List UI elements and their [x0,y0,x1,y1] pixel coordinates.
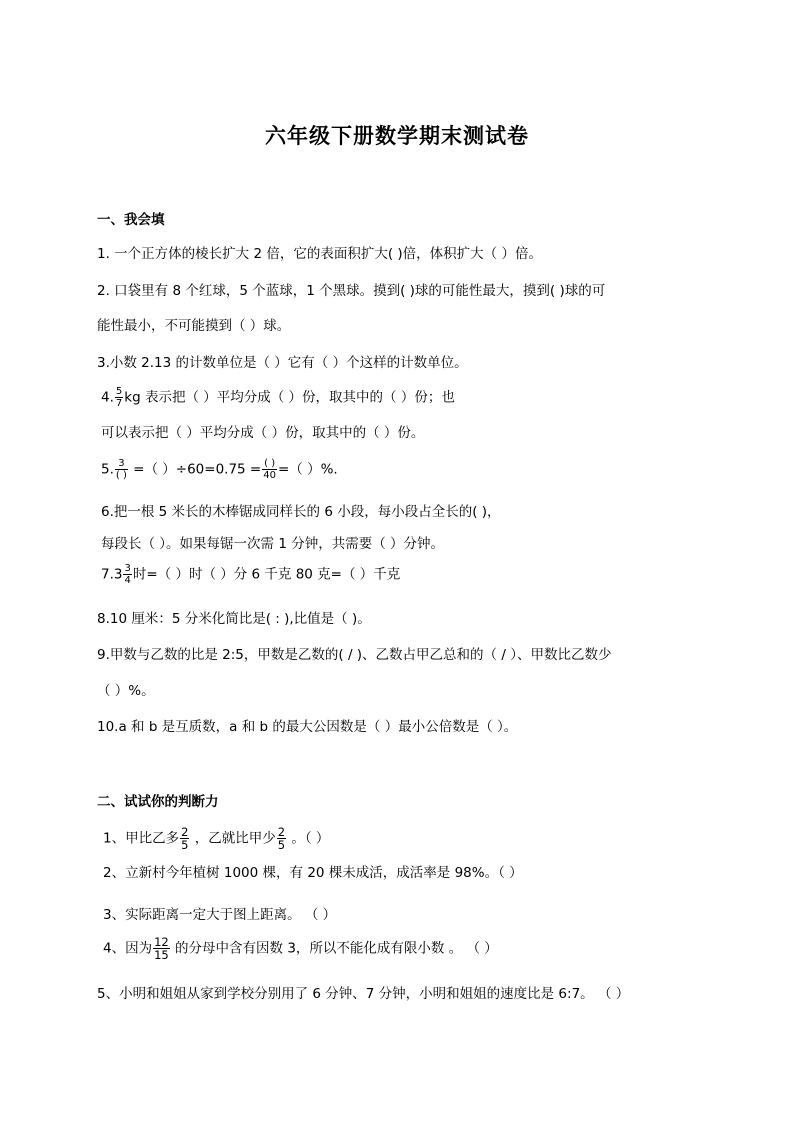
question-4-line-1 [101,386,455,409]
fraction-numerator: 2 [181,825,189,839]
judgement-2: 2、立新村今年植树 1000 棵，有 20 棵未成活，成活率是 98%。（ ） [103,865,523,881]
fraction-numerator: 2 [277,825,286,839]
judgement-4 [103,936,498,961]
fraction-numerator: ( ) [264,458,276,469]
fraction-2-5 [277,826,286,851]
fraction-12-15 [153,936,170,961]
judgement-1-text: 1、甲比乙多 [103,830,180,847]
question-5-prefix: 5. [101,461,114,478]
fraction-numerator: 3 [124,563,131,574]
judgement-4-text-end: 的分母中含有因数 3，所以不能化成有限小数 。 （ ） [170,940,498,957]
question-2-line-2: 能性最小，不可能摸到（ ）球。 [97,318,291,334]
question-7 [101,563,400,586]
judgement-4-text: 4、因为 [103,940,153,957]
question-9-line-1: 9.甲数与乙数的比是 2:5，甲数是乙数的( / )、乙数占甲乙总和的（ / ）、甲数比乙数少 [97,647,612,663]
fraction-denominator: 15 [154,948,169,962]
judgement-1-text-end: 。（ ） [287,830,330,847]
question-9-line-2: （ ）%。 [97,683,155,699]
question-5-text: =（ ）÷60=0.75 = [128,461,262,478]
question-6-line-2: 每段长（ ）。如果每锯一次需 1 分钟，共需要（ ）分钟。 [101,536,445,552]
fraction-denominator: ( ) [115,470,127,481]
question-7-prefix: 7.3 [101,566,123,583]
question-5 [101,458,338,481]
fraction-numerator: 5 [115,386,123,397]
fraction-5-7 [115,386,123,409]
question-8: 8.10 厘米：5 分米化简比是( : ),比值是（ )。 [97,611,371,627]
fraction-denominator: 40 [263,470,276,481]
question-2-line-1: 2. 口袋里有 8 个红球，5 个蓝球，1 个黑球。摸到( )球的可能性最大，摸到( )球的可 [97,283,606,299]
section-heading-fill-in: 一、我会填 [97,212,165,228]
page-title: 六年级下册数学期末测试卷 [265,124,529,148]
fraction-2-5 [180,826,189,851]
question-3: 3.小数 2.13 的计数单位是（ ）它有（ ）个这样的计数单位。 [97,355,468,371]
judgement-5: 5、小明和姐姐从家到学校分别用了 6 分钟、7 分钟，小明和姐姐的速度比是 6:7。 （ ） [97,986,630,1002]
question-1: 1. 一个正方体的棱长扩大 2 倍，它的表面积扩大( )倍，体积扩大（ ）倍。 [97,246,542,262]
judgement-1 [103,826,329,851]
section-heading-judgement: 二、试试你的判断力 [97,794,219,810]
question-4-prefix: 4. [101,389,114,406]
judgement-3: 3、实际距离一定大于图上距离。 （ ） [103,907,337,923]
fraction-denominator: 4 [124,575,131,586]
fraction-numerator: 12 [154,935,169,949]
question-4-text: kg 表示把（ ）平均分成（ ）份，取其中的（ ）份；也 [124,389,455,406]
question-5-text-end: =（ ）%. [277,461,338,478]
fraction-denominator: 5 [277,838,286,852]
judgement-1-text-mid: ，乙就比甲少 [190,830,276,847]
fraction-numerator: 3 [115,458,128,470]
fraction-denominator: 5 [181,838,189,852]
question-4-line-2: 可以表示把（ ）平均分成（ ）份，取其中的（ ）份。 [101,425,425,441]
fraction-denominator: 7 [115,398,123,409]
question-7-text: 时=（ ）时（ ）分 6 千克 80 克=（ ）千克 [132,566,401,583]
fraction-blank-over-40 [262,458,277,481]
fraction-3-over-blank [115,458,128,481]
question-10: 10.a 和 b 是互质数，a 和 b 的最大公因数是（ ）最小公倍数是（ ）。 [97,719,518,735]
fraction-3-4 [123,563,131,586]
question-6-line-1: 6.把一根 5 米长的木棒锯成同样长的 6 小段，每小段占全长的( )， [101,504,501,520]
